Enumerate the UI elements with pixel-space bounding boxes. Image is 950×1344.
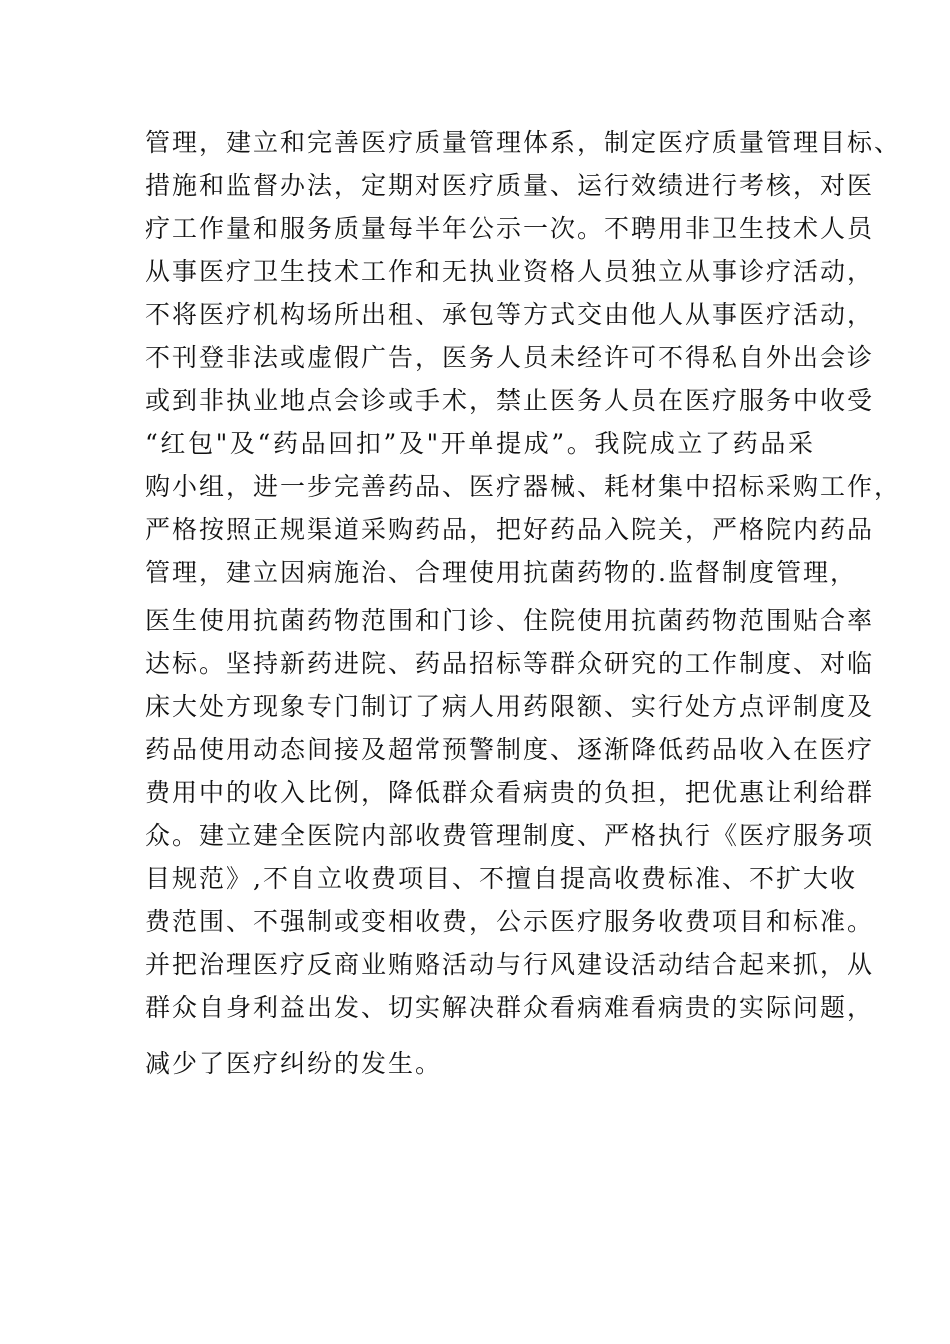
text-line: 众。建立建全医院内部收费管理制度、严格执行《医疗服务项 [145,821,875,850]
text-line: 医生使用抗菌药物范围和门诊、住院使用抗菌药物范围贴合率 [145,606,875,635]
text-line: 疗工作量和服务质量每半年公示一次。不聘用非卫生技术人员 [145,214,875,243]
text-line: 从事医疗卫生技术工作和无执业资格人员独立从事诊疗活动， [145,257,875,286]
text-line: 不将医疗机构场所出租、承包等方式交由他人从事医疗活动， [145,300,875,329]
text-line: 管理，建立因病施治、合理使用抗菌药物的.监督制度管理， [145,558,857,587]
text-line: 费用中的收入比例，降低群众看病贵的负担，把优惠让利给群 [145,778,875,807]
text-line: 费范围、不强制或变相收费，公示医疗服务收费项目和标准。 [145,907,875,936]
text-line: 药品使用动态间接及超常预警制度、逐渐降低药品收入在医疗 [145,735,875,764]
text-line: 不刊登非法或虚假广告，医务人员未经许可不得私自外出会诊 [145,343,875,372]
text-line: 目规范》,不自立收费项目、不擅自提高收费标准、不扩大收 [145,864,857,893]
text-line: 或到非执业地点会诊或手术，禁止医务人员在医疗服务中收受 [145,386,875,415]
text-line: 群众自身利益出发、切实解决群众看病难看病贵的实际问题， [145,993,875,1022]
text-line: 床大处方现象专门制订了病人用药限额、实行处方点评制度及 [145,692,875,721]
text-line: 管理，建立和完善医疗质量管理体系，制定医疗质量管理目标、 [145,128,902,157]
text-line: 达标。坚持新药进院、药品招标等群众研究的工作制度、对临 [145,649,875,678]
text-line: 并把治理医疗反商业贿赂活动与行风建设活动结合起来抓，从 [145,950,875,979]
text-line: 措施和监督办法，定期对医疗质量、运行效绩进行考核，对医 [145,171,875,200]
text-line: 购小组，进一步完善药品、医疗器械、耗材集中招标采购工作， [145,472,902,501]
text-line: 严格按照正规渠道采购药品，把好药品入院关，严格院内药品 [145,515,875,544]
text-line: 减少了医疗纠纷的发生。 [145,1049,443,1078]
text-line: “红包"及“药品回扣”及"开单提成”。我院成立了药品采 [145,429,815,458]
